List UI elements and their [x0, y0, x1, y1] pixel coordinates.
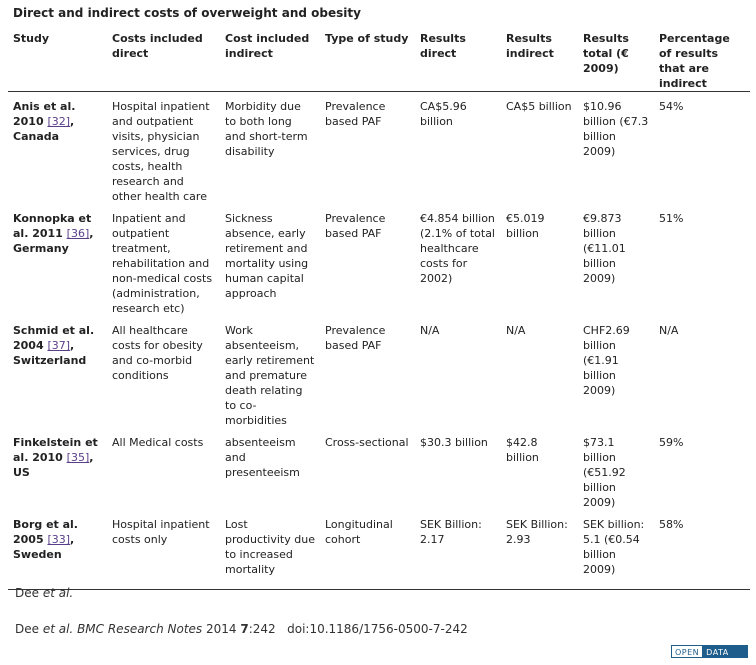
study-type-cell: Prevalence based PAF — [325, 100, 386, 128]
study-name: Konnopka et al. 2011 — [13, 212, 92, 240]
percent-indirect-cell: 58% — [654, 510, 750, 590]
footnote-etal: et al. — [42, 586, 74, 600]
results-indirect-cell: €5.019 billion — [506, 212, 545, 240]
citation-year: 2014 — [202, 622, 241, 636]
citation-doi[interactable]: doi:10.1186/1756-0500-7-242 — [287, 622, 468, 636]
header-study-type: Type of study — [320, 26, 415, 92]
results-direct-cell: €4.854 billion (2.1% of total healthcare costs for 2002) — [420, 212, 495, 285]
percent-indirect-cell: 51% — [659, 212, 684, 225]
table-row — [8, 92, 750, 205]
results-total-cell: SEK billion: 5.1 (€0.54 billion 2009) — [578, 510, 654, 590]
reference-link[interactable]: [33] — [47, 533, 71, 546]
costs-direct-cell: All healthcare costs for obesity and co-morbid conditions — [112, 324, 203, 382]
table-row — [8, 316, 750, 428]
header-results-direct: Results direct — [415, 26, 501, 92]
study-name: Schmid et al. 2004 — [13, 324, 95, 352]
header-costs-indirect: Cost included indirect — [220, 26, 320, 92]
article-citation — [15, 622, 468, 636]
table-header-row — [8, 26, 750, 92]
citation-journal: BMC Research Notes — [77, 622, 203, 636]
percent-indirect-cell: N/A — [659, 324, 679, 337]
study-type-cell: Cross-sectional — [325, 436, 409, 449]
study-country: , Germany — [13, 227, 94, 255]
header-costs-direct: Costs included direct — [107, 26, 220, 92]
costs-indirect-cell: Morbidity due to both long and short-term disability — [225, 100, 308, 158]
study-cell — [8, 92, 107, 205]
study-country: , US — [13, 451, 94, 479]
reference-link[interactable]: [37] — [47, 339, 71, 352]
results-direct-cell: SEK Billion: 2.17 — [415, 510, 501, 590]
study-type-cell: Longitudinal cohort — [320, 510, 415, 590]
results-total-cell: $73.1 billion (€51.92 billion 2009) — [583, 436, 626, 509]
header-results-indirect: Results indirect — [501, 26, 578, 92]
table-row — [8, 510, 750, 590]
reference-link[interactable]: [35] — [66, 451, 90, 464]
costs-indirect-cell: Sickness absence, early retirement and mortality using human capital approach — [225, 212, 309, 300]
study-type-cell: Prevalence based PAF — [325, 212, 386, 240]
study-cell — [8, 428, 107, 510]
study-cell — [8, 510, 107, 590]
costs-indirect-cell: absenteeism and presenteeism — [225, 436, 300, 479]
open-data-badge-data: DATA — [702, 646, 747, 657]
percent-indirect-cell: 54% — [659, 100, 684, 113]
results-indirect-cell: SEK Billion: 2.93 — [501, 510, 578, 590]
citation-pages: :242 — [248, 622, 276, 636]
citation-etal: et al. — [42, 622, 74, 636]
study-country: , Canada — [13, 115, 75, 143]
costs-direct-cell: Hospital inpatient costs only — [107, 510, 220, 590]
study-country: , Sweden — [13, 533, 75, 561]
reference-link[interactable]: [36] — [66, 227, 90, 240]
open-data-badge[interactable] — [671, 645, 748, 658]
results-total-cell: €9.873 billion (€11.01 billion 2009) — [583, 212, 626, 285]
open-data-badge-open: OPEN — [672, 646, 702, 657]
results-indirect-cell: CA$5 billion — [506, 100, 572, 113]
results-indirect-cell: N/A — [506, 324, 526, 337]
citation-author: Dee — [15, 622, 43, 636]
study-name: Finkelstein et al. 2010 — [13, 436, 98, 464]
header-percent-indirect: Percentage of results that are indirect — [654, 26, 750, 92]
table-row — [8, 428, 750, 510]
table-caption: Direct and indirect costs of overweight and obesity — [13, 6, 361, 20]
footnote-author: Dee — [15, 586, 43, 600]
percent-indirect-cell: 59% — [659, 436, 684, 449]
results-direct-cell: CA$5.96 billion — [420, 100, 467, 128]
study-cell — [8, 316, 107, 428]
costs-indirect-cell: Lost productivity due to increased mortality — [220, 510, 320, 590]
study-cell — [8, 204, 107, 316]
citation-volume: 7 — [240, 622, 249, 636]
study-name: Borg et al. 2005 — [13, 518, 78, 546]
header-results-total: Results total (€ 2009) — [578, 26, 654, 92]
costs-direct-cell: Hospital inpatient and outpatient visits, physician services, drug costs, health research and other health care — [112, 100, 210, 203]
costs-direct-cell: All Medical costs — [112, 436, 204, 449]
study-country: , Switzerland — [13, 339, 87, 367]
header-study: Study — [8, 26, 107, 92]
reference-link[interactable]: [32] — [47, 115, 71, 128]
table-row — [8, 204, 750, 316]
results-total-cell: CHF2.69 billion (€1.91 billion 2009) — [583, 324, 630, 397]
results-direct-cell: $30.3 billion — [420, 436, 488, 449]
table-footnote — [15, 586, 73, 600]
results-total-cell: $10.96 billion (€7.3 billion 2009) — [583, 100, 649, 158]
costs-table — [8, 26, 750, 590]
costs-direct-cell: Inpatient and outpatient treatment, rehabilitation and non-medical costs (administration, research etc) — [112, 212, 213, 315]
costs-indirect-cell: Work absenteeism, early retirement and premature death relating to co-morbidities — [225, 324, 315, 427]
results-indirect-cell: $42.8 billion — [506, 436, 539, 464]
study-type-cell: Prevalence based PAF — [325, 324, 386, 352]
study-name: Anis et al. 2010 — [13, 100, 76, 128]
results-direct-cell: N/A — [420, 324, 440, 337]
